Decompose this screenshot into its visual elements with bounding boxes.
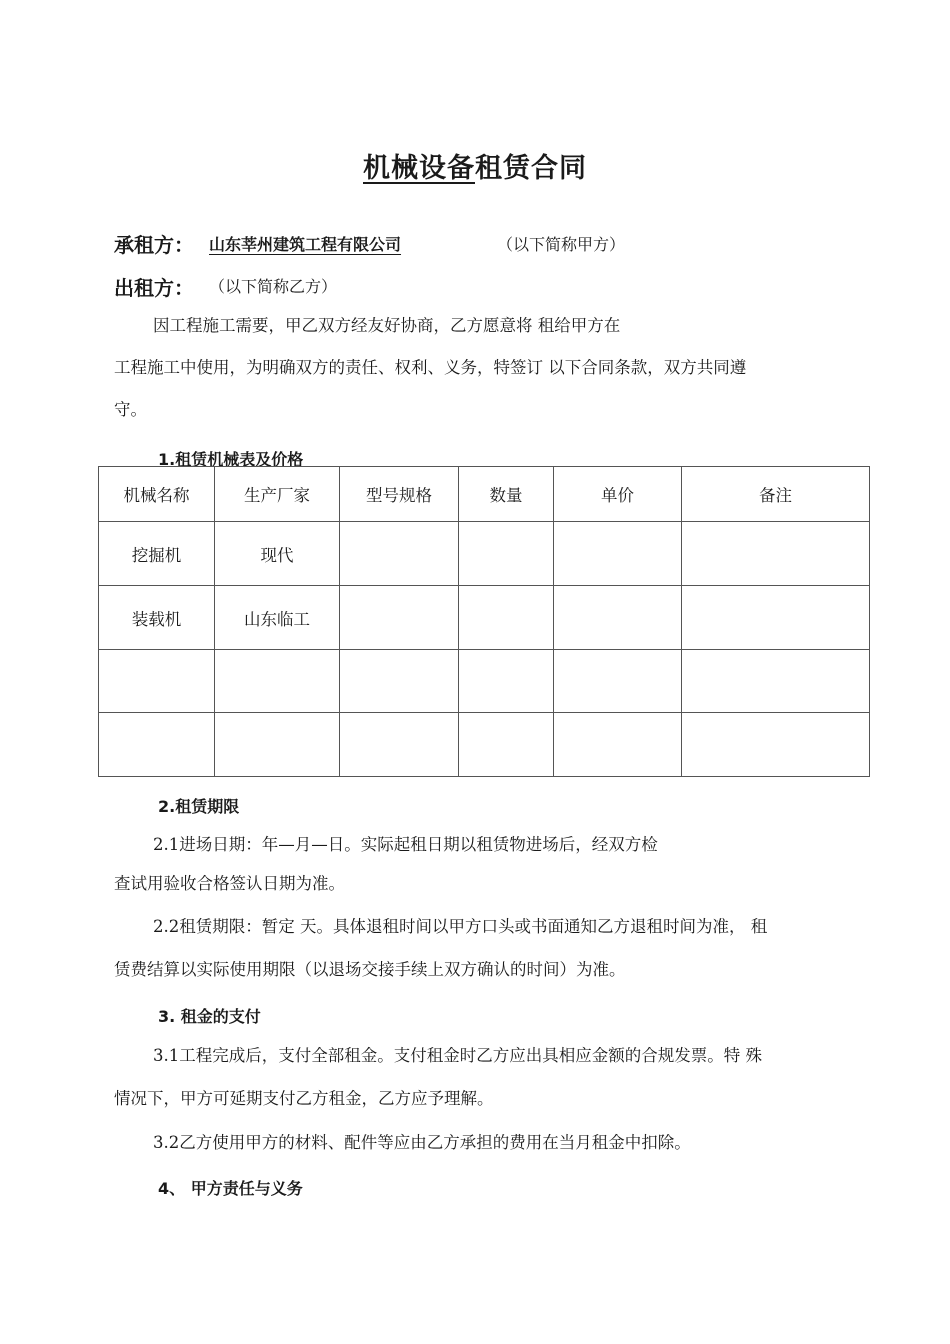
lessee-name: 山东莘州建筑工程有限公司: [209, 235, 402, 254]
intro-line-1: 因工程施工需要，甲乙双方经友好协商，乙方愿意将 租给甲方在: [153, 316, 621, 335]
header-remarks: 备注: [682, 467, 870, 522]
table-cell: [554, 650, 682, 713]
table-cell: [682, 713, 870, 777]
document-title: [0, 146, 950, 185]
section-2-2-line-2: 赁费结算以实际使用期限（以退场交接手续上双方确认的时间）为准。: [114, 960, 626, 979]
lessor-label: 出租方：: [114, 276, 194, 300]
table-cell: [459, 522, 554, 586]
table-cell: [215, 650, 340, 713]
table-cell: [682, 522, 870, 586]
table-cell: [682, 650, 870, 713]
table-row: [99, 650, 870, 713]
section-2-1-line-1: 2.1进场日期：年—月—日。实际起租日期以租赁物进场后，经双方检: [153, 835, 658, 854]
table-cell: 装载机: [99, 586, 215, 650]
table-row: [99, 522, 870, 586]
table-cell: 挖掘机: [99, 522, 215, 586]
table-cell: [554, 522, 682, 586]
table-cell: [99, 713, 215, 777]
table-cell: 现代: [215, 522, 340, 586]
table-row: [99, 586, 870, 650]
header-manufacturer: 生产厂家: [215, 467, 340, 522]
table-cell: [340, 522, 459, 586]
section-2-2-line-1: 2.2租赁期限：暂定 天。具体退租时间以甲方口头或书面通知乙方退租时间为准， 租: [153, 917, 768, 936]
section-3-2-text: 3.2乙方使用甲方的材料、配件等应由乙方承担的费用在当月租金中扣除。: [153, 1133, 691, 1152]
table-cell: [554, 713, 682, 777]
table-cell: [459, 586, 554, 650]
table-cell: [215, 713, 340, 777]
header-model-spec: 型号规格: [340, 467, 459, 522]
section-3-heading: 3. 租金的支付: [158, 1007, 261, 1026]
table-cell: [459, 650, 554, 713]
table-cell: [340, 650, 459, 713]
section-3-1-line-1: 3.1工程完成后，支付全部租金。支付租金时乙方应出具相应金额的合规发票。特 殊: [153, 1046, 762, 1065]
section-1-heading: 1.租赁机械表及价格: [158, 450, 304, 469]
intro-line-2: 工程施工中使用，为明确双方的责任、权利、义务，特签订 以下合同条款，双方共同遵: [114, 358, 747, 377]
title-rest: 租赁合同: [475, 153, 587, 184]
table-cell: [340, 713, 459, 777]
table-cell: [554, 586, 682, 650]
section-3-1-line-2: 情况下，甲方可延期支付乙方租金，乙方应予理解。: [114, 1089, 494, 1108]
title-underlined-part: 机械设备: [363, 153, 475, 184]
header-quantity: 数量: [459, 467, 554, 522]
machine-rental-table: [98, 466, 870, 777]
section-2-1-line-2: 查试用验收合格签认日期为准。: [114, 874, 345, 893]
intro-line-3: 守。: [114, 400, 147, 419]
lessee-label: 承租方：: [114, 233, 194, 257]
lessor-note: （以下简称乙方）: [209, 277, 338, 296]
table-cell: [459, 713, 554, 777]
table-cell: [99, 650, 215, 713]
lessee-note: （以下简称甲方）: [497, 235, 626, 254]
table-row: [99, 713, 870, 777]
table-cell: 山东临工: [215, 586, 340, 650]
header-machine-name: 机械名称: [99, 467, 215, 522]
section-2-heading: 2.租赁期限: [158, 797, 240, 816]
table-cell: [340, 586, 459, 650]
table-cell: [682, 586, 870, 650]
section-4-heading: 4、 甲方责任与义务: [158, 1179, 303, 1198]
table-header-row: [99, 467, 870, 522]
header-unit-price: 单价: [554, 467, 682, 522]
